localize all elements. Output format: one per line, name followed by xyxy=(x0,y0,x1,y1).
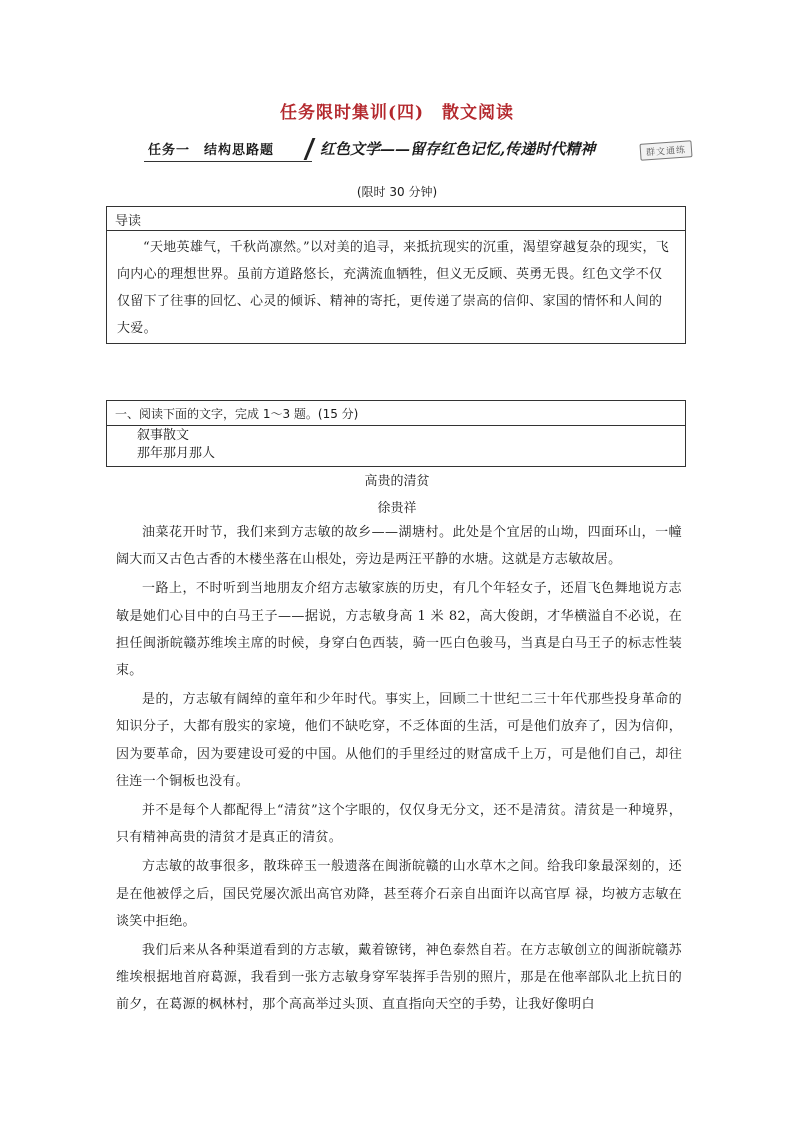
time-limit: (限时 30 分钟) xyxy=(356,185,438,199)
question-subgenre: 那年那月那人 xyxy=(137,446,216,461)
article-body xyxy=(116,519,682,1021)
article-paragraph: 一路上，不时听到当地朋友介绍方志敏家族的历史，有几个年轻女子，还眉飞色舞地说方志敏是她们心目中的白马王子——据说，方志敏身高 1 米 82，高大俊朗，才华横溢自不必说，在担任闽浙皖赣苏维埃主席的时候，身穿白色西装，骑一匹白色骏马，当真是白马王子的标志性装束。 xyxy=(116,581,682,679)
task-label: 任务一 结构思路题 xyxy=(148,143,275,158)
guide-text: “天地英雄气，千秋尚凛然。”以对美的追寻，来抵抗现实的沉重，渴望穿越复杂的现实，飞向内心的理想世界。虽前方道路悠长，充满流血牺牲，但义无反顾、英勇无畏。红色文学不仅仅留下了往事的回忆、心灵的倾诉、精神的寄托，更传递了崇高的信仰、家国的情怀和人间的大爱。 xyxy=(117,240,670,336)
article-paragraph: 并不是每个人都配得上“清贫”这个字眼的，仅仅身无分文，还不是清贫。清贫是一种境界，只有精神高贵的清贫才是真正的清贫。 xyxy=(116,803,682,846)
task-underline xyxy=(144,161,312,162)
article-paragraph: 我们后来从各种渠道看到的方志敏，戴着镣铐，神色泰然自若。在方志敏创立的闽浙皖赣苏维埃根据地首府葛源，我看到一张方志敏身穿军装挥手告别的照片，那是在他率部队北上抗日的前夕，在葛源的枫林村，那个高高举过头顶、直直指向天空的手势，让我好像明白 xyxy=(116,943,682,1013)
page-title: 任务限时集训(四) 散文阅读 xyxy=(279,103,515,123)
slash-divider-icon xyxy=(304,138,316,160)
article-author: 徐贵祥 xyxy=(377,501,417,516)
article-paragraph: 油菜花开时节，我们来到方志敏的故乡——湖塘村。此处是个宜居的山坳，四面环山，一幢阔大而又古色古香的木楼坐落在山根处，旁边是两汪平静的水塘。这就是方志敏故居。 xyxy=(116,525,682,568)
task-banner xyxy=(144,136,704,166)
article-paragraph: 是的，方志敏有阔绰的童年和少年时代。事实上，回顾二十世纪二三十年代那些投身革命的知识分子，大都有殷实的家境，他们不缺吃穿，不乏体面的生活，可是他们放弃了，因为信仰，因为要革命，因为要建设可爱的中国。从他们的手里经过的财富成千上万，可是他们自己，却往往连一个铜板也没有。 xyxy=(116,692,682,789)
question-genre: 叙事散文 xyxy=(137,428,190,443)
guide-heading: 导读 xyxy=(107,207,685,231)
task-topic: 红色文学——留存红色记忆,传递时代精神 xyxy=(320,140,596,158)
question-instruction: 一、阅读下面的文字，完成 1～3 题。(15 分) xyxy=(107,401,685,426)
question-box xyxy=(106,400,686,467)
group-practice-stamp: 群文通练 xyxy=(639,140,692,161)
article-title: 高贵的清贫 xyxy=(364,474,430,489)
guide-box xyxy=(106,206,686,344)
article-paragraph: 方志敏的故事很多，散珠碎玉一般遗落在闽浙皖赣的山水草木之间。给我印象最深刻的，还是在他被俘之后，国民党屡次派出高官劝降，甚至蒋介石亲自出面许以高官厚 禄，均被方志敏在谈笑中拒绝。 xyxy=(116,859,682,929)
